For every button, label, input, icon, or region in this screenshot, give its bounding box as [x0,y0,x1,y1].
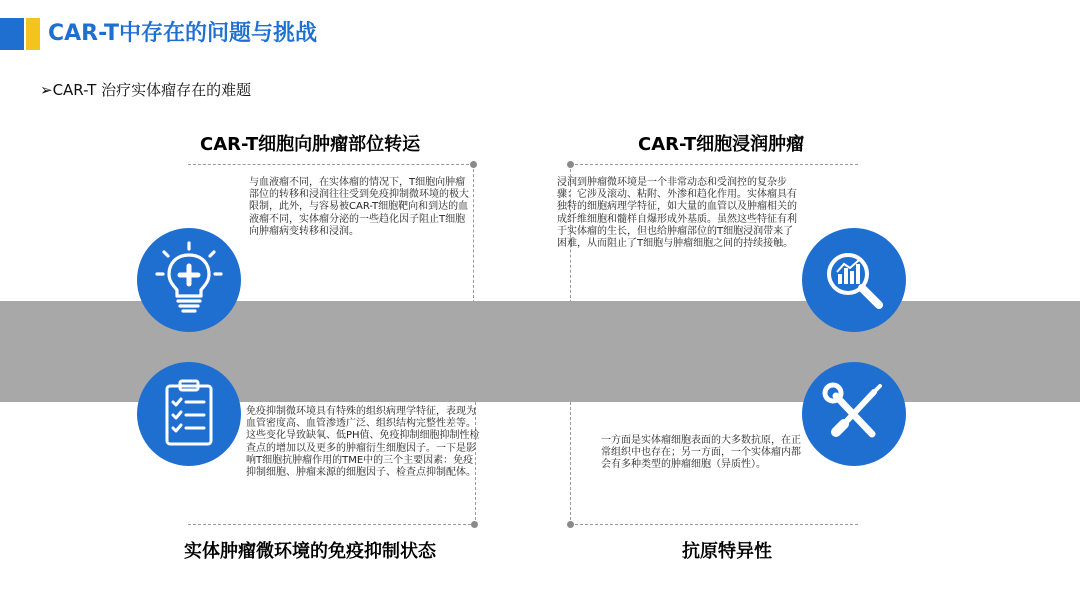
magnifier-chart-icon [802,228,906,332]
header-accent-bar-yellow [26,18,40,50]
section-subtitle: ➢CAR-T 治疗实体瘤存在的难题 [40,81,252,99]
paragraph-tcell-trafficking: 与血液瘤不同，在实体瘤的情况下，T细胞向肿瘤部位的转移和浸润往往受到免疫抑制微环境的极大限制，此外，与容易被CAR-T细胞靶向和到达的血液瘤不同，实体瘤分泌的一些趋化因子阻止T细胞向肿瘤病变转移和浸润。 [249,177,469,237]
paragraph-tcell-infiltration: 浸润到肿瘤微环境是一个非常动态和受润控的复杂步骤：它涉及滚动、粘附、外渗和趋化作用。实体瘤具有独特的细胞病理学特征，如大量的血管以及肿瘤相关的成纤维细胞和髓样自爆形成外基质。虽然这些特征有利于实体瘤的生长，但也给肿瘤部位的T细胞浸润带来了困难，从而阻止了T细胞与肿瘤细胞之间的持续接触。 [557,177,797,250]
heading-tcell-infiltration: CAR-T细胞浸润肿瘤 [638,134,805,155]
frame-dot [471,521,478,528]
heading-antigen-specificity: 抗原特异性 [682,541,772,562]
frame-dot [567,521,574,528]
header-accent-bar [0,18,24,50]
frame-dot [470,161,477,168]
paragraph-antigen-specificity: 一方面是实体瘤细胞表面的大多数抗原，在正常组织中也存在；另一方面，一个实体瘤内都会有多种类型的肿瘤细胞（异质性）。 [601,435,801,471]
paragraph-immunosuppression: 免疫抑制微环境具有特殊的组织病理学特征，表现为血管密度高、血管渗透广泛、组织结构完整性差等。这些变化导致缺氧、低PH值、免疫抑制细胞抑制性检查点的增加以及更多的肿瘤衍生细胞因子。一下是影响T细胞抗肿瘤作用的TME中的三个主要因素：免疫抑制细胞、肿瘤来源的细胞因子、检查点抑制配体。 [246,406,480,479]
lightbulb-plus-icon [137,228,241,332]
wrench-screwdriver-icon [802,362,906,466]
page-title: CAR-T中存在的问题与挑战 [48,21,318,46]
frame-dot [567,161,574,168]
checklist-icon [137,362,241,466]
heading-immunosuppression: 实体肿瘤微环境的免疫抑制状态 [184,541,436,562]
heading-tcell-trafficking: CAR-T细胞向肿瘤部位转运 [200,134,421,155]
